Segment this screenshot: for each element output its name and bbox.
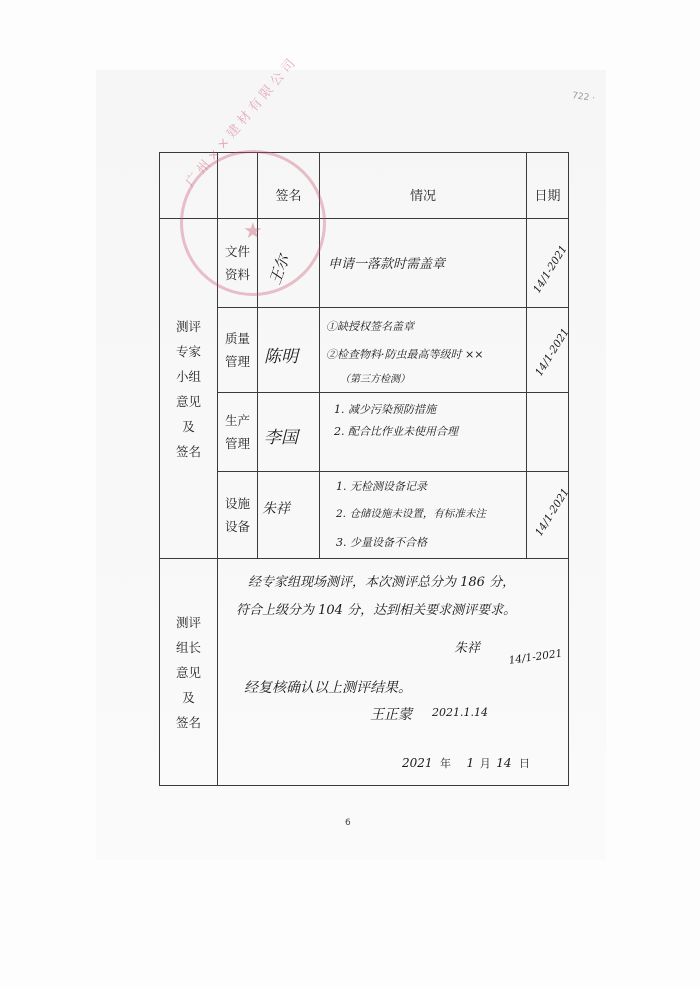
leader-opinion-line1: 经专家组现场测评，本次测评总分为 186 分， bbox=[248, 575, 516, 590]
company-seal-text: 广州××建材有限公司 bbox=[183, 53, 302, 191]
handwritten-date: 14/1-2021 bbox=[531, 243, 570, 296]
status-note: ①缺授权签名盖章 bbox=[326, 320, 414, 333]
footer-year: 2021 bbox=[402, 756, 433, 770]
footer-day-char: 日 bbox=[518, 757, 530, 770]
handwritten-signature: 李国 bbox=[264, 428, 298, 448]
leader-signature: 朱祥 bbox=[454, 641, 481, 656]
reviewer-signature: 王正蒙 bbox=[370, 707, 412, 723]
signature-cell-facilities bbox=[258, 472, 320, 559]
header-status: 情况 bbox=[320, 153, 527, 219]
footer-month: 1 bbox=[466, 756, 475, 770]
leader-signature-date: 14/1-2021 bbox=[508, 647, 564, 667]
category-documents: 文件 资料 bbox=[218, 219, 258, 308]
category-facilities: 设施 设备 bbox=[218, 472, 258, 559]
status-cell-production bbox=[320, 393, 527, 472]
signature-cell-production bbox=[258, 393, 320, 472]
handwritten-date: 14/1-2021 bbox=[533, 326, 572, 379]
footer-year-char: 年 bbox=[440, 757, 452, 770]
leader-opinion-cell bbox=[218, 559, 569, 786]
leader-opinion-line3: 经复核确认以上测评结果。 bbox=[244, 680, 412, 696]
status-note: 3. 少量设备不合格 bbox=[336, 536, 427, 549]
status-note: 2. 仓储设施未设置，有标准未注 bbox=[336, 508, 486, 520]
page-number: 6 bbox=[345, 818, 351, 828]
footer-day: 14 bbox=[496, 756, 512, 770]
handwritten-signature: 朱祥 bbox=[262, 501, 290, 517]
handwritten-signature: 陈明 bbox=[264, 347, 298, 367]
leader-opinion-line2: 符合上级分为 104 分，达到相关要求测评要求。 bbox=[236, 603, 517, 618]
status-note: （第三方检测） bbox=[340, 374, 410, 385]
expert-group-label: 测评 专家 小组 意见 及 签名 bbox=[160, 219, 218, 559]
corner-pencil-mark: 722 · bbox=[571, 90, 596, 105]
handwritten-date: 14/1-2021 bbox=[533, 486, 572, 539]
header-date: 日期 bbox=[527, 153, 569, 219]
signature-cell-quality bbox=[258, 308, 320, 393]
status-cell-documents bbox=[320, 219, 527, 308]
date-cell-documents bbox=[527, 219, 569, 308]
review-date: 2021.1.14 bbox=[432, 706, 488, 719]
handwritten-signature: 王尔 bbox=[265, 252, 294, 287]
status-note: 2. 配合比作业未使用合理 bbox=[334, 425, 458, 438]
status-cell-quality bbox=[320, 308, 527, 393]
status-note: ②检查物料·防虫最高等级时 ×× bbox=[326, 348, 484, 361]
date-cell-facilities bbox=[527, 472, 572, 559]
date-cell-quality bbox=[527, 308, 572, 393]
seal-star-icon: ★ bbox=[243, 219, 263, 244]
status-note: 1. 减少污染预防措施 bbox=[334, 403, 436, 416]
category-quality: 质量 管理 bbox=[218, 308, 258, 393]
status-note: 申请一落款时需盖章 bbox=[328, 257, 446, 272]
category-production: 生产 管理 bbox=[218, 393, 258, 472]
footer-month-char: 月 bbox=[479, 757, 491, 770]
status-note: 1. 无检测设备记录 bbox=[336, 480, 427, 493]
leader-label: 测评 组长 意见 及 签名 bbox=[160, 559, 218, 786]
date-cell-production bbox=[527, 393, 569, 472]
status-cell-facilities bbox=[320, 472, 527, 559]
header-signature: 签名 bbox=[258, 153, 320, 219]
